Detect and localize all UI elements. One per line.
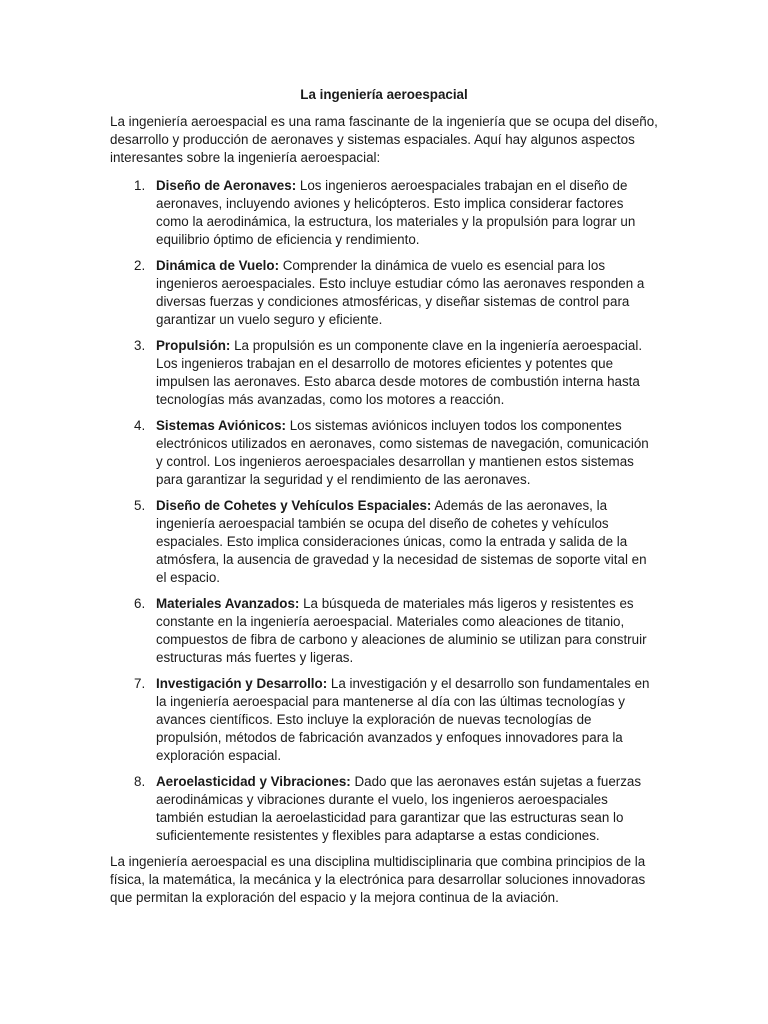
list-item-text: Los sistemas aviónicos incluyen todos los componentes electrónicos utilizados en aeronaves, como sistemas de navegación, comunicación y control. Los ingenieros aeroespaciales desarrollan y mantienen estos sistemas para garantizar la seguridad y el rendimiento de las aeronaves. <box>156 418 649 487</box>
intro-paragraph: La ingeniería aeroespacial es una rama fascinante de la ingeniería que se ocupa del diseño, desarrollo y producción de aeronaves y sistemas espaciales. Aquí hay algunos aspectos interesantes sobre la ingeniería aeroespacial: <box>110 114 658 165</box>
list-item-term: Propulsión: <box>156 338 231 353</box>
list-item <box>110 177 658 249</box>
list-item-number: 3. <box>134 338 146 353</box>
list-item-text: La búsqueda de materiales más ligeros y resistentes es constante en la ingeniería aeroespacial. Materiales como aleaciones de titanio, compuestos de fibra de carbono y aleaciones de aluminio se utilizan para construir estructuras más fuertes y ligeras. <box>156 596 647 665</box>
list-item-term: Investigación y Desarrollo: <box>156 676 328 691</box>
list-item <box>110 675 658 765</box>
list-item-term: Materiales Avanzados: <box>156 596 300 611</box>
list-item-term: Aeroelasticidad y Vibraciones: <box>156 774 351 789</box>
list-item-term: Diseño de Cohetes y Vehículos Espaciales: <box>156 498 432 513</box>
aspects-list <box>110 177 658 845</box>
closing-paragraph: La ingeniería aeroespacial es una disciplina multidisciplinaria que combina principios de la física, la matemática, la mecánica y la electrónica para desarrollar soluciones innovadoras que permitan la exploración del espacio y la mejora continua de la aviación. <box>110 854 646 905</box>
list-item <box>110 417 658 489</box>
list-item <box>110 773 658 845</box>
list-item-text: La investigación y el desarrollo son fundamentales en la ingeniería aeroespacial para mantenerse al día con las últimas tecnologías y avances científicos. Esto incluye la exploración de nuevas tecnologías de propulsión, métodos de fabricación avanzados y enfoques innovadores para la exploración espacial. <box>156 676 650 763</box>
list-item-number: 7. <box>134 676 146 691</box>
document-title: La ingeniería aeroespacial <box>300 87 468 102</box>
list-item-number: 8. <box>134 774 146 789</box>
list-item-text: Los ingenieros aeroespaciales trabajan en el diseño de aeronaves, incluyendo aviones y helicópteros. Esto implica considerar factores como la aerodinámica, la estructura, los materiales y la propulsión para lograr un equilibrio óptimo de eficiencia y rendimiento. <box>156 178 636 247</box>
list-item-number: 2. <box>134 258 146 273</box>
list-item-term: Sistemas Aviónicos: <box>156 418 286 433</box>
list-item-term: Dinámica de Vuelo: <box>156 258 280 273</box>
list-item-number: 6. <box>134 596 146 611</box>
list-item <box>110 595 658 667</box>
list-item <box>110 497 658 587</box>
list-item-number: 1. <box>134 178 146 193</box>
list-item-text: Comprender la dinámica de vuelo es esencial para los ingenieros aeroespaciales. Esto incluye estudiar cómo las aeronaves responden a diversas fuerzas y condiciones atmosféricas, y diseñar sistemas de control para garantizar un vuelo seguro y eficiente. <box>156 258 645 327</box>
list-item-text: Además de las aeronaves, la ingeniería aeroespacial también se ocupa del diseño de cohetes y vehículos espaciales. Esto implica consideraciones únicas, como la entrada y salida de la atmósfera, la ausencia de gravedad y la necesidad de sistemas de soporte vital en el espacio. <box>156 498 647 585</box>
list-item <box>110 337 658 409</box>
list-item-term: Diseño de Aeronaves: <box>156 178 297 193</box>
list-item-text: La propulsión es un componente clave en la ingeniería aeroespacial. Los ingenieros trabajan en el desarrollo de motores eficientes y potentes que impulsen las aeronaves. Esto abarca desde motores de combustión interna hasta tecnologías más avanzadas, como los motores a reacción. <box>156 338 643 407</box>
list-item-number: 4. <box>134 418 146 433</box>
list-item-number: 5. <box>134 498 146 513</box>
list-item <box>110 257 658 329</box>
list-item-text: Dado que las aeronaves están sujetas a fuerzas aerodinámicas y vibraciones durante el vuelo, los ingenieros aeroespaciales también estudian la aeroelasticidad para garantizar que las estructuras sean lo suficientemente resistentes y flexibles para adaptarse a estas condiciones. <box>156 774 642 843</box>
